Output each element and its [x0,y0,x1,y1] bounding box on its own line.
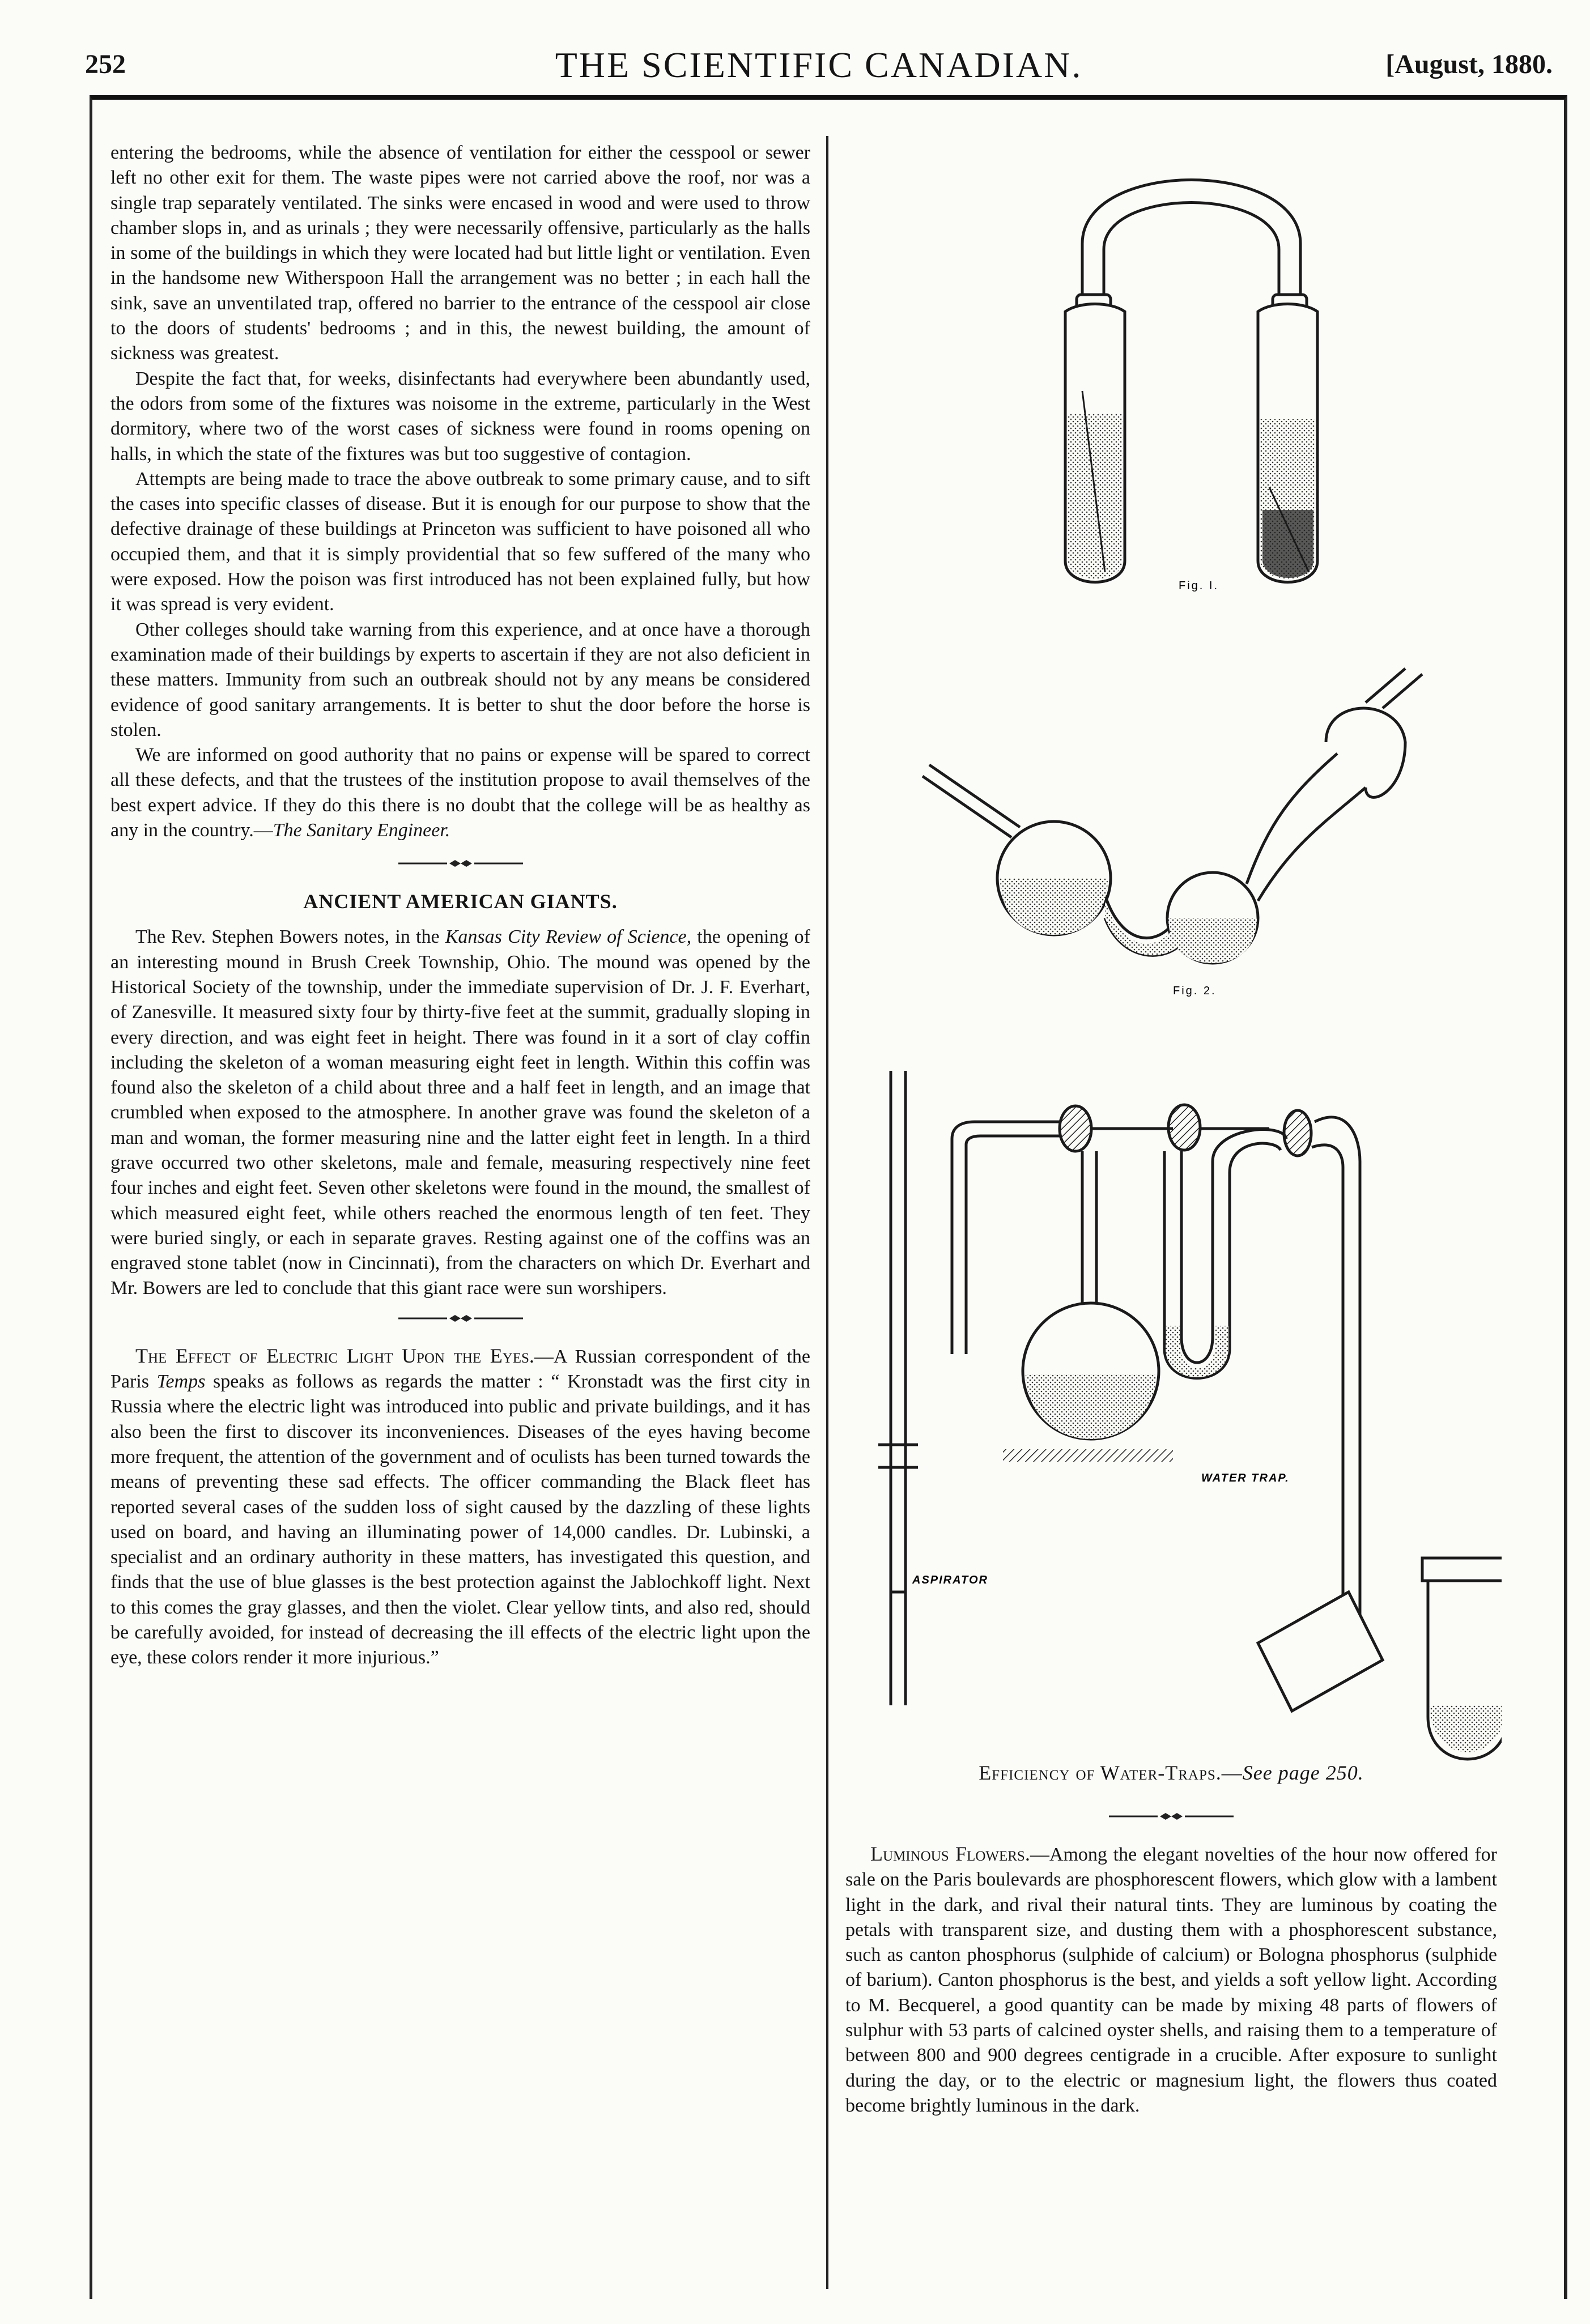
giants-text-2: the opening of an interesting mound in Brush Creek Township, Ohio. The mound was opened by the Historical Society of the township, under the immediate supervision of Dr. J. F. Everhart, of Zanesville. It measured sixty four by thirty-five feet at the summit, gradually sloping in every direction, and was eight feet in height. There was found in it a sort of clay coffin including the skeleton of a woman measuring eight feet in length. Within this coffin was found also the skeleton of a child about three and a half feet in length, and an image that crumbled when exposed to the atmosphere. In another grave was found the skeleton of a man and woman, the former measuring nine and the latter eight feet in length. In a third grave occurred two other skeletons, male and female, measuring respectively nine feet four inches and eight feet. Seven other skeletons were found in the mound, the smallest of which measured eight feet, while others reached the enormous length of ten feet. They were buried singly, or each in separate graves. Resting against one of the coffins was an engraved stone tablet (now in Cincinnati), from the characters on which Dr. Everhart and Mr. Bowers are led to conclude that this giant race were sun worshipers. [110,926,810,1299]
issue-date: [August, 1880. [1385,49,1553,79]
electric-text-2: speaks as follows as regards the matter : “ Kronstadt was the first city in Russia where the electric light was introduced into public and private buildings, and it has also been the first to discover its inconveniences. Diseases of the eyes having become more frequent, the attention of the government and of oculists has been turned towards the means of preventing these sad effects. The officer commanding the Black fleet has reported several cases of the sudden loss of sight caused by the dazzling of these lights used on board, and having an illuminating power of 14,000 candles. Dr. Lubinski, a specialist and an ordinary authority in these matters, has investigated this question, and finds that the use of blue glasses is the best protection against the Jablochkoff light. Next to this comes the gray glasses, and then the violet. Clear yellow tints, and also red, should be carefully avoided, for instead of decreasing the ill effects of the electric light upon the eye, these colors render it more injurious.” [110,1371,811,1668]
right-column-text [845,1841,1497,2118]
figure-3-aspirator-apparatus [878,1071,1502,1759]
figure-2-left-liquid [1000,878,1108,935]
electric-text-1: —A Russian correspondent of the Paris [110,1346,810,1393]
giants-source: Kansas City Review of Science, [445,926,692,948]
aspirator-label: ASPIRATOR [912,1574,988,1586]
figure-2-right-liquid [1168,918,1257,963]
article-closing-paragraph [110,743,810,843]
flask-stand [1003,1449,1173,1462]
water-trap-liquid [1166,1326,1228,1377]
page-number: 252 [85,49,126,79]
section-ornament [393,858,529,869]
section-ornament [393,1313,529,1324]
luminous-flowers-text: —Among the elegant novelties of the hour now offered for sale on the Paris boulevards are phosphorescent flowers, which glow with a lambent light in the dark, and rival their natural tints. They are luminous by coating the petals with transparent size, and dusting them with a phosphorescent substance, such as canton phosphorus (sulphide of calcium) or Bologna phosphorus (sulphide of barium). Canton phosphorus is the best, and yields a soft yellow light. According to M. Becquerel, a good quantity can be made by mixing 48 parts of flowers of sulphur with 53 parts of calcined oyster shells, and raising them to a temperature of between 800 and 900 degrees centigrade in a crucible. After exposure to sunlight during the day, or to the electric or magnesium light, the flowers thus coated become brightly luminous in the dark. [845,1844,1497,2116]
water-trap-illustrations [839,142,1502,1785]
caption-text: Efficiency of Water-Traps.— [979,1761,1243,1784]
flask-liquid [1026,1374,1156,1439]
running-head [85,44,1553,95]
article-paragraph: Other colleges should take warning from this experience, and at once have a thorough examination made of their buildings by experts to ascertain if they are not also deficient in these matters. Immunity from such an outbreak should not by any means be considered evidence of good sanitary arrangements. It is better to shut the door before the horse is stolen. [110,619,810,740]
closing-text: We are informed on good authority that no pains or expense will be spared to correct all these defects, and that the trustees of the institution propose to avail themselves of the best expert advice. If they do this there is no doubt that the college will be as healthy as any in the country.— [110,744,810,841]
electric-light-paragraph [110,1343,810,1671]
section-ornament [1103,1811,1239,1822]
electric-source: Temps [156,1371,206,1393]
figure-area [839,142,1502,1785]
article-paragraph: entering the bedrooms, while the absence of ventilation for either the cesspool or sewer left no other exit for them. The waste pipes were not carried above the roof, nor was a single trap separately ventilated. The sinks were encased in wood and were used to throw chamber slops in, and as urinals ; they were necessarily offensive, particularly as the halls in some of the buildings in which they were located had but little light or ventilation. Even in the handsome new Witherspoon Hall the arrangement was no better ; in each hall the sink, save an unventilated trap, offered no barrier to the entrance of the cesspool air close to the doors of students' bedrooms ; and in this, the newest building, the amount of sickness was greatest. [110,142,810,364]
journal-title: THE SCIENTIFIC CANADIAN. [555,45,1083,85]
fig-1-label: Fig. I. [1179,580,1219,592]
giants-paragraph [110,925,810,1301]
luminous-flowers-title: Luminous Flowers. [870,1842,1030,1865]
luminous-flowers-paragraph [845,1841,1497,2118]
article-paragraph: Attempts are being made to trace the above outbreak to some primary cause, and to sift the cases into specific classes of disease. But it is enough for our purpose to show that the defective drainage of these buildings at Princeton was sufficient to have poisoned all who occupied them, and that it is simply providential that so few suffered of the many who were exposed. How the poison was first introduced has not been explained fully, but how it was spread is very evident. [110,468,810,615]
water-trap-label: WATER TRAP. [1201,1472,1290,1484]
fig-2-label: Fig. 2. [1173,985,1217,997]
giants-heading: ANCIENT AMERICAN GIANTS. [303,890,618,913]
caption-ref: See page 250. [1242,1761,1364,1784]
giants-text-1: The Rev. Stephen Bowers notes, in the [135,926,445,948]
figure-caption [845,1761,1497,1785]
closing-source: The Sanitary Engineer. [273,820,450,841]
article-paragraph: Despite the fact that, for weeks, disinfectants had everywhere been abundantly used, the odors from some of the fixtures was noisome in the extreme, particularly in the West dormitory, where two of the worst cases of sickness were found in rooms opening on halls, in which the state of the fixtures was but too suggestive of contagion. [110,368,810,465]
electric-light-title: The Effect of Electric Light Upon the Eyes. [135,1344,534,1367]
left-column [110,141,810,1671]
column-divider [826,136,828,2289]
bottom-trap-liquid [1430,1705,1502,1752]
